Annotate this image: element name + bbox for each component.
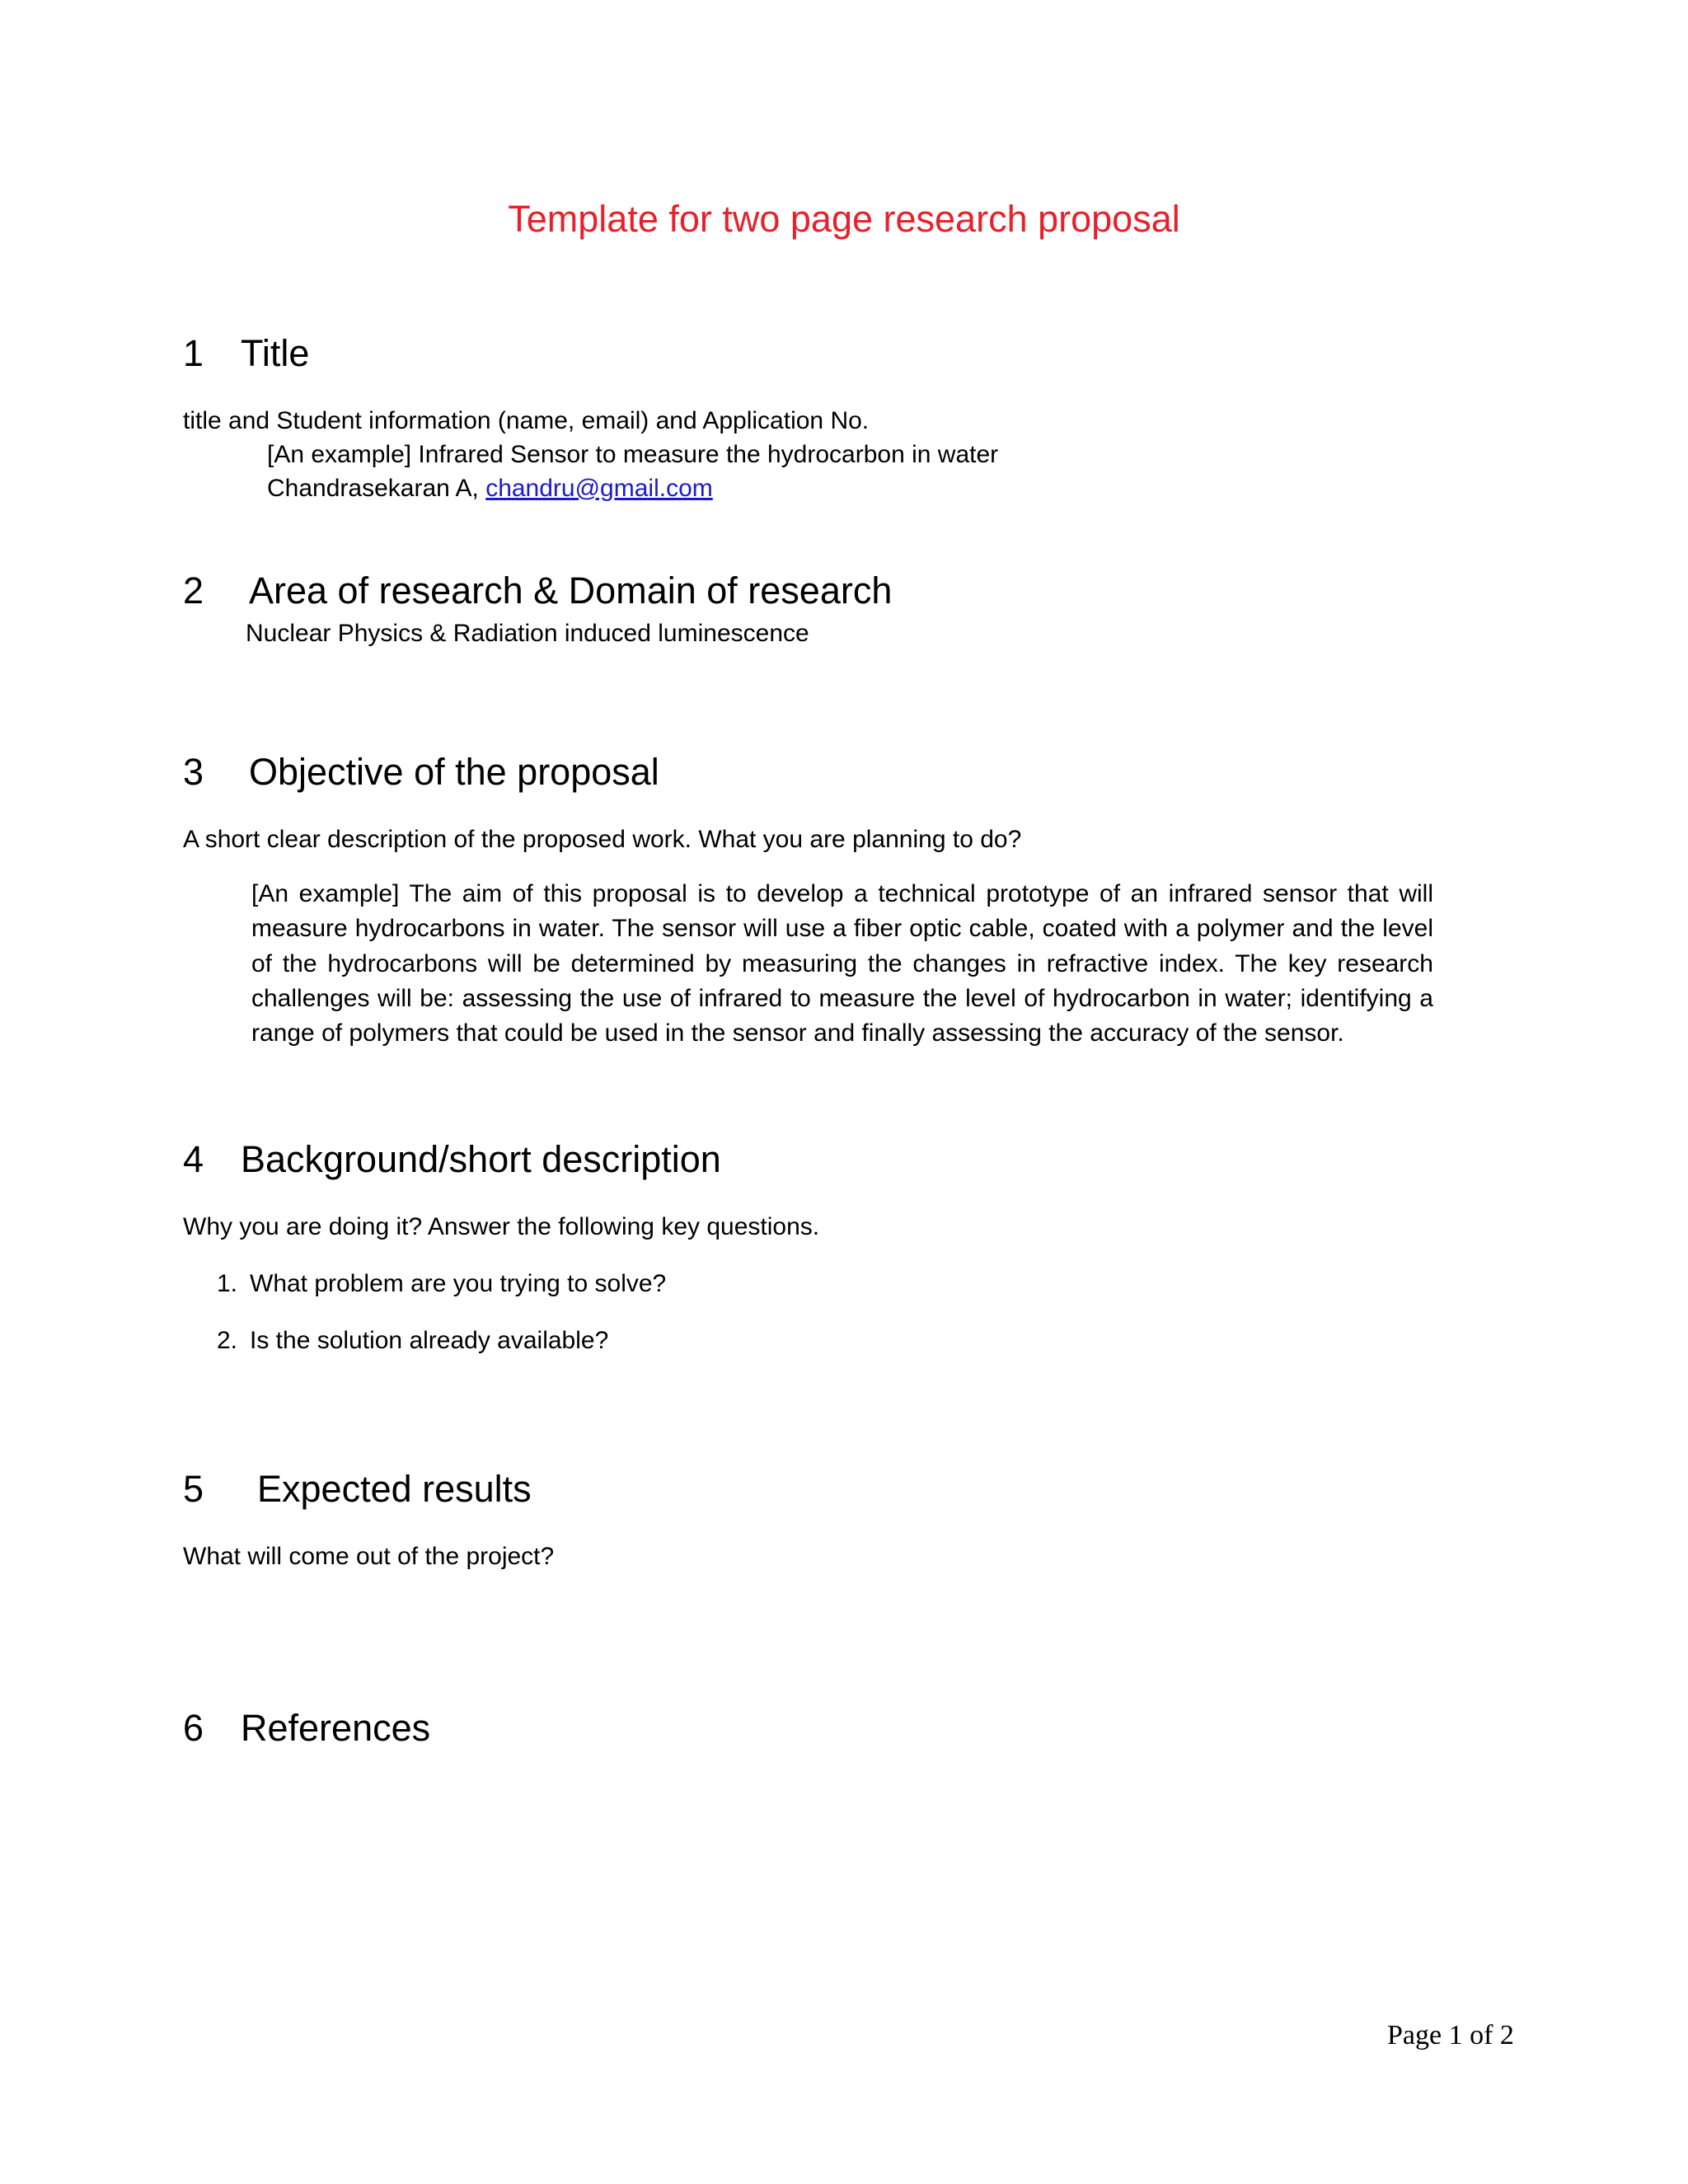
list-item-number: 2. <box>217 1327 238 1354</box>
list-item-text: Is the solution already available? <box>250 1327 609 1354</box>
section-1-heading <box>183 330 309 377</box>
section-5-title: Expected results <box>257 1468 532 1510</box>
document-title: Template for two page research proposal <box>508 198 1180 240</box>
list-item <box>217 1267 666 1301</box>
section-1-number: 1 <box>183 332 204 374</box>
section-2-body: Nuclear Physics & Radiation induced luminescence <box>246 620 809 647</box>
section-1-title: Title <box>241 332 310 374</box>
section-3-example-paragraph: [An example] The aim of this proposal is to develop a technical prototype of an infrared sensor that will measure hydrocarbons in water. The sensor will use a fiber optic cable, coated with a polymer and the level of the hydrocarbons will be determined by measuring the changes in refractive index. The key research challenges will be: assessing the use of infrared to measure the level of hydrocarbon in water; identifying a range of polymers that could be used in the sensor and finally assessing the accuracy of the sensor. <box>251 880 1433 1047</box>
section-4-intro: Why you are doing it? Answer the following key questions. <box>183 1213 820 1240</box>
section-3-number: 3 <box>183 751 204 793</box>
section-2-title: Area of research & Domain of research <box>249 569 893 612</box>
list-item <box>217 1324 608 1357</box>
section-5-number: 5 <box>183 1468 204 1510</box>
section-3-heading <box>183 748 659 796</box>
page-number-footer: Page 1 of 2 <box>1387 2020 1514 2050</box>
section-3-intro: A short clear description of the proposed work. What you are planning to do? <box>183 826 1022 853</box>
author-email-link[interactable]: chandru@gmail.com <box>485 475 713 502</box>
list-item-number: 1. <box>217 1270 238 1297</box>
section-6-title: References <box>241 1707 431 1749</box>
section-6-heading <box>183 1704 430 1752</box>
section-4-number: 4 <box>183 1138 204 1180</box>
author-name: Chandrasekaran A, <box>267 475 479 502</box>
section-5-intro: What will come out of the project? <box>183 1543 555 1570</box>
section-3-title: Objective of the proposal <box>249 751 659 793</box>
section-4-heading <box>183 1136 721 1183</box>
section-2-heading <box>183 567 892 615</box>
section-1-example-line: [An example] Infrared Sensor to measure the hydrocarbon in water <box>267 441 999 468</box>
list-item-text: What problem are you trying to solve? <box>250 1270 667 1297</box>
section-5-heading <box>183 1465 532 1513</box>
section-1-intro: title and Student information (name, email) and Application No. <box>183 407 870 434</box>
section-1-author-line <box>267 471 713 505</box>
section-2-number: 2 <box>183 569 204 612</box>
section-4-title: Background/short description <box>241 1138 721 1180</box>
section-6-number: 6 <box>183 1707 204 1749</box>
